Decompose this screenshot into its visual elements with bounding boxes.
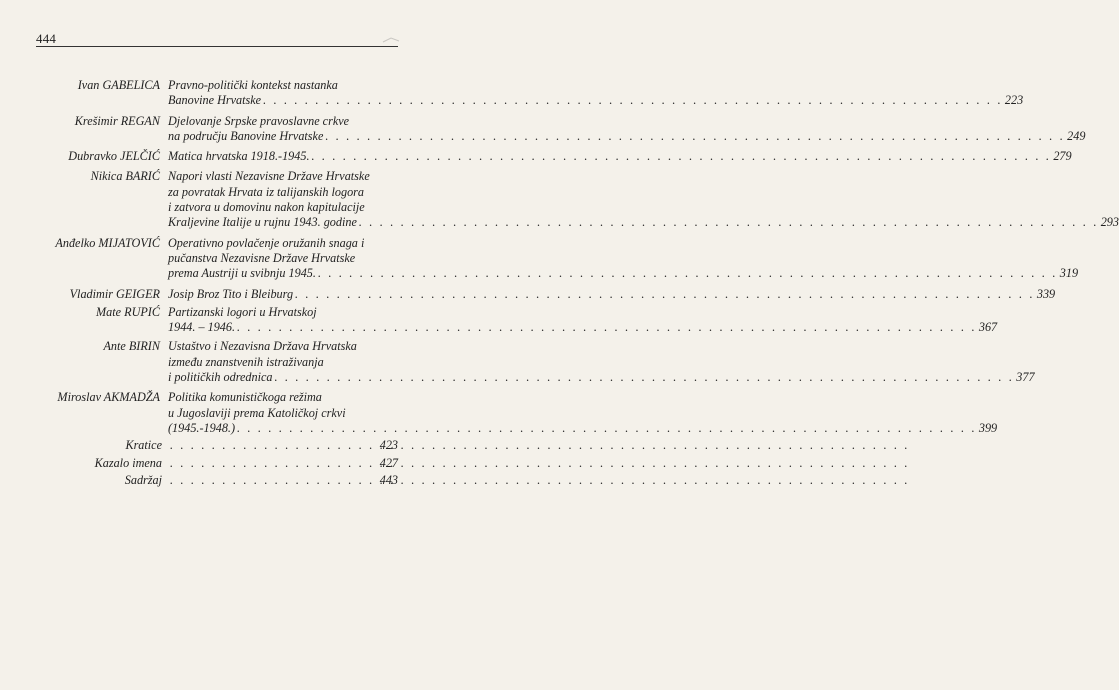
toc-title-line: između znanstvenih istraživanja: [168, 354, 324, 369]
toc-page-number: 249: [1067, 128, 1086, 143]
toc-title: [168, 114, 1085, 145]
toc-title: [168, 339, 1035, 385]
leader-dots: [170, 472, 378, 490]
toc-title: [168, 149, 1072, 164]
back-matter-label: Kratice: [125, 438, 162, 452]
toc-page-number: 367: [978, 320, 998, 335]
print-mark-icon: [382, 36, 400, 44]
toc-title: [168, 390, 997, 436]
toc-title-last-line: [168, 129, 1085, 144]
toc-title-last-line: [168, 370, 1035, 385]
toc-entry: [36, 149, 1072, 164]
back-matter-entry: [36, 472, 398, 490]
toc-title: [168, 287, 1055, 302]
toc-title-last-line: [168, 320, 997, 335]
toc-title-line: Kraljevine Italije u rujnu 1943. godine: [168, 215, 357, 230]
leader-dots: [237, 421, 977, 436]
toc-title-line: Banovine Hrvatske: [168, 93, 262, 108]
toc-title-line: (1945.-1948.): [168, 420, 236, 435]
toc-title-last-line: [168, 266, 1078, 281]
toc-title-line: Partizanski logori u Hrvatskoj: [168, 304, 317, 319]
toc-page-number: 339: [1036, 286, 1056, 301]
toc-title-line: i političkih odrednica: [168, 370, 273, 385]
leader-dots: [295, 287, 1035, 302]
toc-title-line: Josip Broz Tito i Bleiburg: [168, 286, 294, 301]
toc-page-number: 399: [978, 420, 998, 435]
back-matter-entry: [36, 455, 398, 473]
toc-author: Dubravko JELČIĆ: [68, 149, 160, 164]
toc-title-line: na području Banovine Hrvatske: [168, 128, 324, 143]
back-matter-page-number: 423: [379, 438, 398, 452]
toc-author: Anđelko MIJATOVIĆ: [55, 235, 160, 250]
toc-title-line: 1944. – 1946.: [168, 320, 236, 335]
back-matter-label: Sadržaj: [124, 473, 162, 487]
toc-title: [168, 236, 1078, 282]
toc-title-line: Napori vlasti Nezavisne Države Hrvatske: [168, 169, 370, 184]
toc-page-number: 319: [1059, 266, 1079, 281]
header-rule: [36, 46, 398, 47]
toc-title-last-line: [168, 287, 1055, 302]
toc-title: [168, 305, 997, 336]
toc-entry: [36, 339, 1035, 385]
toc-author: Ante BIRIN: [103, 339, 160, 354]
toc-page-number: 279: [1053, 149, 1072, 164]
toc-page-number: 377: [1016, 370, 1035, 385]
toc-title-line: prema Austriji u svibnju 1945.: [168, 266, 316, 281]
back-matter-label: Kazalo imena: [94, 455, 162, 470]
toc-entry: [36, 169, 1119, 230]
toc-title-last-line: [168, 421, 997, 436]
toc-author: Ivan GABELICA: [77, 78, 160, 92]
toc-page-number: 293: [1100, 215, 1119, 230]
toc-title-line: i zatvora u domovinu nakon kapitulacije: [168, 200, 365, 215]
toc-title-line: Operativno povlačenje oružanih snaga i: [168, 235, 365, 250]
leader-dots: [237, 320, 977, 335]
leader-dots: [359, 215, 1099, 230]
toc-author: Krešimir REGAN: [74, 113, 160, 128]
toc-entry: [36, 78, 1024, 109]
leader-dots: [325, 129, 1065, 144]
toc-title-line: Matica hrvatska 1918.-1945.: [168, 149, 310, 164]
toc-entry: [36, 113, 1086, 145]
back-matter-list: [36, 437, 398, 490]
leader-dots: [274, 370, 1014, 385]
toc-entry: [36, 390, 998, 436]
back-matter-page-number: 443: [379, 473, 398, 487]
toc-title-line: za povratak Hrvata iz talijanskih logora: [168, 184, 365, 199]
page-number: 444: [36, 31, 57, 46]
leader-dots: [263, 93, 1003, 108]
toc-entry: [36, 235, 1079, 282]
leader-dots: [170, 437, 378, 455]
toc-title: [168, 169, 1119, 230]
leader-dots: [312, 149, 1052, 164]
toc-title-line: Pravno-politički kontekst nastanka: [168, 78, 338, 92]
leader-dots: [318, 266, 1058, 281]
toc-author: Vladimir GEIGER: [69, 286, 160, 301]
toc-entry: [36, 304, 998, 336]
leader-dots: [170, 455, 378, 473]
toc-title-line: pučanstva Nezavisne Države Hrvatske: [168, 250, 356, 265]
back-matter-page-number: 427: [379, 455, 398, 470]
toc-title-line: Djelovanje Srpske pravoslavne crkve: [168, 113, 350, 128]
toc-title-last-line: [168, 93, 1023, 108]
toc-title: [168, 78, 1023, 109]
toc-title-line: Ustaštvo i Nezavisna Država Hrvatska: [168, 339, 357, 354]
table-of-contents: [36, 78, 1119, 436]
toc-author: Miroslav AKMADŽA: [57, 390, 160, 405]
toc-title-line: u Jugoslaviji prema Katoličkoj crkvi: [168, 405, 346, 420]
toc-title-last-line: [168, 149, 1072, 164]
toc-page-number: 223: [1004, 93, 1024, 108]
toc-title-line: Politika komunističkoga režima: [168, 390, 322, 405]
toc-author: Nikica BARIĆ: [90, 169, 160, 184]
toc-entry: [36, 286, 1056, 302]
toc-title-last-line: [168, 215, 1119, 230]
back-matter-entry: [36, 437, 398, 455]
toc-author: Mate RUPIĆ: [96, 304, 160, 319]
